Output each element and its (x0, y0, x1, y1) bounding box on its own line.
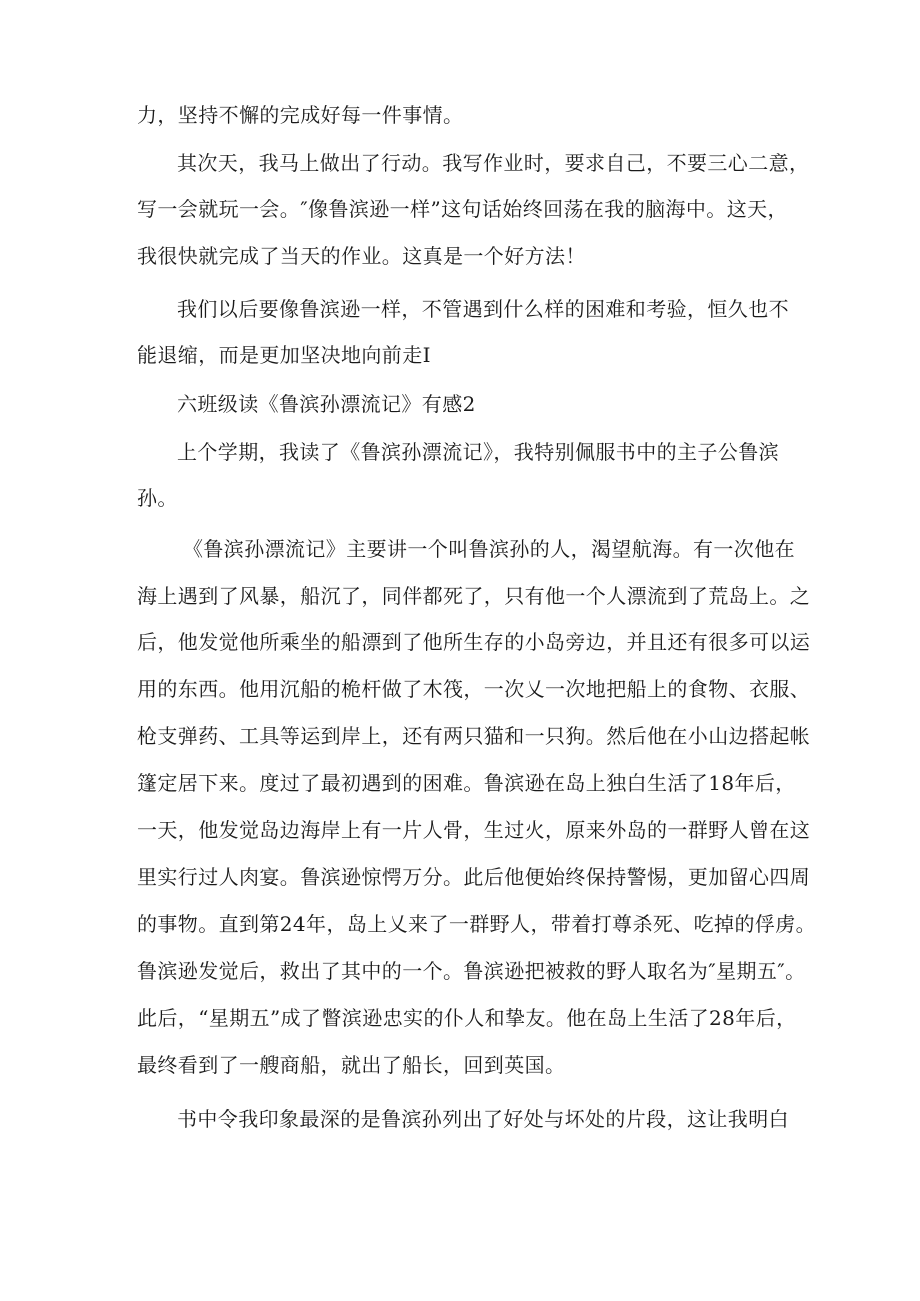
text-line: 孙。 (137, 486, 178, 510)
text-line: 写一会就玩一会。″像鲁滨逊一样”这句话始终回荡在我的脑海中。这天， (137, 197, 788, 221)
text-line: 上个学期，我读了《鲁滨孙漂流记》，我特别佩服书中的主子公鲁滨 (177, 440, 779, 464)
text-line: 里实行过人肉宴。鲁滨逊惊愕万分。此后他便始终保持警惕，更加留心四周 (137, 865, 811, 889)
text-line: 后，他发觉他所乘坐的船漂到了他所生存的小岛旁边，并且还有很多可以运 (137, 630, 811, 654)
text-line: 能退缩，而是更加坚决地向前走I (137, 343, 431, 367)
text-line: 的事物。直到第24年，岛上乂来了一群野人，带着打尊杀死、吃掉的俘虏。 (137, 912, 817, 936)
text-line: 枪支弹药、工具等运到岸上，还有两只猫和一只狗。然后他在小山边搭起帐 (137, 724, 811, 748)
text-line: 力，坚持不懈的完成好每一件事情。 (137, 103, 464, 127)
text-line: 我们以后要像鲁滨逊一样，不管遇到什么样的困难和考验，恒久也不 (177, 297, 789, 321)
section-heading: 六班级读《鲁滨孙漂流记》有感2 (177, 392, 476, 416)
text-line: 此后，“星期五”成了瞥滨逊忠实的仆人和挚友。他在岛上生活了28年后， (137, 1006, 797, 1030)
text-line: 我很快就完成了当天的作业。这真是一个好方法！ (137, 244, 586, 268)
text-line: 篷定居下来。度过了最初遇到的困难。鲁滨逊在岛上独白生活了18年后， (137, 771, 796, 795)
text-line: 用的东西。他用沉船的桅杆做了木筏，一次乂一次地把船上的食物、衣服、 (137, 677, 811, 701)
text-line: 最终看到了一艘商船，就出了船长，回到英国。 (137, 1053, 566, 1077)
text-line: 其次天，我马上做出了行动。我写作业时，要求自己，不要三心二意， (177, 151, 810, 175)
text-line: 海上遇到了风暴，船沉了，同伴都死了，只有他一个人漂流到了荒岛上。之 (137, 584, 811, 608)
text-line: 一天，他发觉岛边海岸上有一片人骨，生过火，原来外岛的一群野人曾在这 (137, 818, 811, 842)
text-line: 《鲁滨孙漂流记》主要讲一个叫鲁滨孙的人，渴望航海。有一次他在 (183, 537, 795, 561)
text-line: 鲁滨逊发觉后，救出了其中的一个。鲁滨逊把被救的野人取名为″星期五″。 (137, 959, 806, 983)
text-line: 书中令我印象最深的是鲁滨孙列出了好处与坏处的片段，这让我明白 (177, 1107, 789, 1131)
